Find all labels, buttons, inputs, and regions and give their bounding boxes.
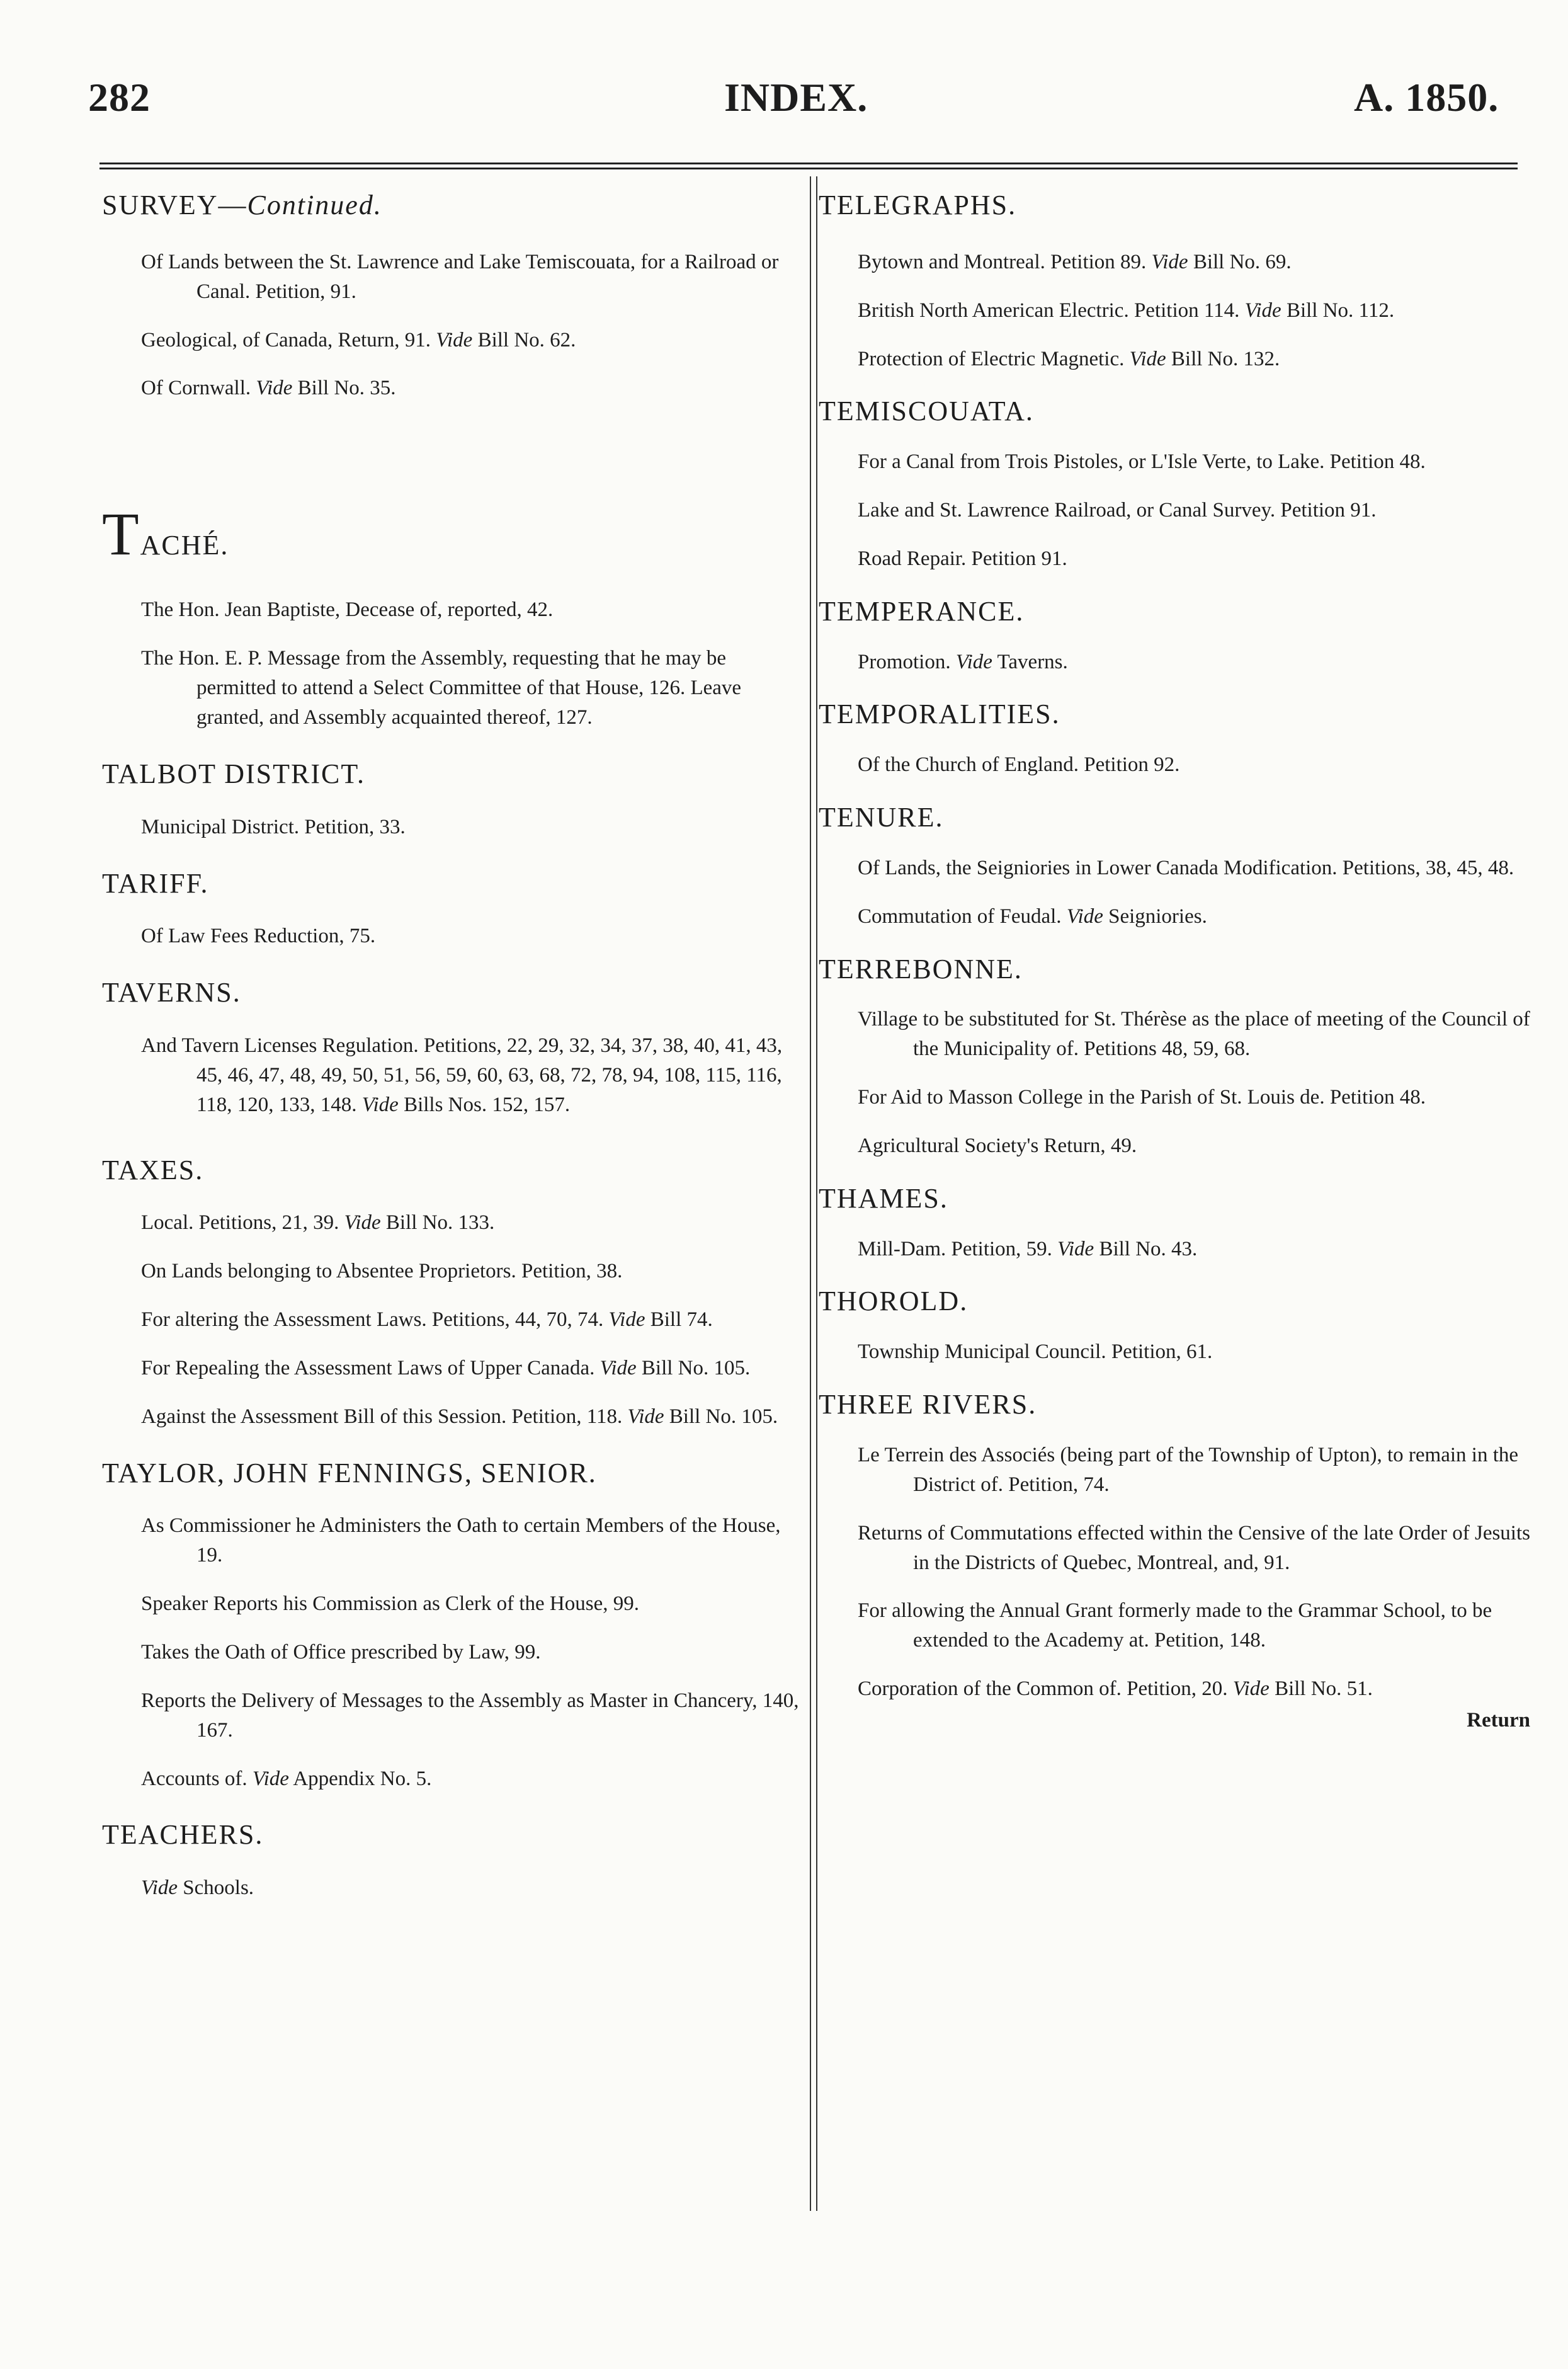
- section-heading: TEMPORALITIES.: [819, 699, 1060, 730]
- page-title: INDEX.: [724, 75, 868, 120]
- index-entry: Accounts of. Vide Appendix No. 5.: [141, 1767, 432, 1790]
- index-entry: Bytown and Montreal. Petition 89. Vide Bill No. 69.: [858, 250, 1292, 273]
- index-entry: Of the Church of England. Petition 92.: [858, 753, 1180, 777]
- section-heading: THAMES.: [819, 1182, 948, 1214]
- index-entry: Of Lands between the St. Lawrence and Lake Temiscouata, for a Railroad or Canal. Petition, 91.: [141, 250, 779, 303]
- section-heading: TARIFF.: [102, 867, 209, 899]
- index-entry: Returns of Commutations effected within the Censive of the late Order of Jesuits in the Districts of Quebec, Montreal, and, 91.: [858, 1521, 1530, 1574]
- index-entry: As Commissioner he Administers the Oath to certain Members of the House, 19.: [141, 1514, 781, 1567]
- index-entry: Road Repair. Petition 91.: [858, 547, 1067, 570]
- right-column: [819, 189, 1530, 1732]
- section-temperance: [819, 595, 1530, 677]
- index-entry: Vide Schools.: [141, 1876, 254, 1900]
- section-heading: TALBOT DISTRICT.: [102, 758, 365, 789]
- index-entry: Commutation of Feudal. Vide Seigniories.: [858, 905, 1207, 928]
- section-heading: TAYLOR, JOHN FENNINGS, SENIOR.: [102, 1457, 597, 1488]
- column-separator: [810, 176, 817, 2211]
- section-heading: TAXES.: [102, 1154, 204, 1185]
- section-heading: TELEGRAPHS.: [819, 190, 1017, 220]
- index-entry: Township Municipal Council. Petition, 61.: [858, 1340, 1213, 1364]
- section-survey: [102, 189, 801, 403]
- index-entry: Of Cornwall. Vide Bill No. 35.: [141, 377, 396, 400]
- section-thorold: [819, 1285, 1530, 1367]
- section-heading: THREE RIVERS.: [819, 1389, 1037, 1420]
- header-rule-top: [99, 163, 1518, 164]
- section-temporalities: [819, 698, 1530, 780]
- section-heading: TEMISCOUATA.: [819, 396, 1034, 427]
- index-entry: Local. Petitions, 21, 39. Vide Bill No. 133.: [141, 1211, 495, 1235]
- index-entry: Municipal District. Petition, 33.: [141, 815, 406, 838]
- index-entry: British North American Electric. Petition 114. Vide Bill No. 112.: [858, 299, 1395, 322]
- section-teachers: [102, 1818, 801, 1903]
- section-terrebonne: [819, 953, 1530, 1161]
- section-tariff: [102, 867, 801, 952]
- section-taxes: [102, 1154, 801, 1432]
- section-heading: TEACHERS.: [102, 1819, 264, 1851]
- index-entry: Of Lands, the Seigniories in Lower Canada Modification. Petitions, 38, 45, 48.: [858, 856, 1514, 879]
- header-rule-bottom: [99, 168, 1518, 169]
- index-entry: Promotion. Vide Taverns.: [858, 650, 1068, 673]
- section-heading: THOROLD.: [819, 1286, 969, 1317]
- section-taverns: [102, 976, 801, 1119]
- section-tache: [102, 498, 801, 733]
- index-entry: For Repealing the Assessment Laws of Upper Canada. Vide Bill No. 105.: [141, 1356, 751, 1379]
- index-entry: Takes the Oath of Office prescribed by Law, 99.: [141, 1641, 541, 1664]
- section-temiscouata: [819, 395, 1530, 573]
- index-entry: Lake and St. Lawrence Railroad, or Canal Survey. Petition 91.: [858, 499, 1377, 522]
- section-heading: TEMPERANCE.: [819, 595, 1025, 627]
- index-entry: The Hon. Jean Baptiste, Decease of, reported, 42.: [141, 598, 554, 622]
- index-entry: Protection of Electric Magnetic. Vide Bill No. 132.: [858, 347, 1280, 370]
- section-heading-continued: Continued.: [247, 190, 382, 220]
- left-column: [102, 189, 801, 1903]
- index-entry: For Aid to Masson College in the Parish of St. Louis de. Petition 48.: [858, 1086, 1426, 1109]
- index-entry: Against the Assessment Bill of this Session. Petition, 118. Vide Bill No. 105.: [141, 1405, 778, 1428]
- section-heading: TAVERNS.: [102, 977, 241, 1008]
- index-entry: Le Terrein des Associés (being part of the Township of Upton), to remain in the District of. Petition, 74.: [858, 1443, 1519, 1496]
- index-entry: For allowing the Annual Grant formerly made to the Grammar School, to be extended to the Academy at. Petition, 148.: [858, 1599, 1492, 1652]
- index-entry: Corporation of the Common of. Petition, 20. Vide Bill No. 51.: [858, 1677, 1373, 1701]
- index-entry: And Tavern Licenses Regulation. Petitions, 22, 29, 32, 34, 37, 38, 40, 41, 43, 45, 46, 47, 48, 49, 50, 51, 56, 59, 60, 63, 68, 72, 78, 94, 108, 115, 116, 118, 120, 133, 148. Vide Bills Nos. 152, 157.: [141, 1034, 783, 1116]
- section-heading: ACHÉ.: [140, 530, 229, 561]
- page-number: 282: [88, 75, 151, 120]
- section-heading: TENURE.: [819, 802, 944, 833]
- catchword: Return: [1467, 1708, 1530, 1732]
- index-entry: The Hon. E. P. Message from the Assembly, requesting that he may be permitted to attend a Select Committee of that House, 126. Leave granted, and Assembly acquainted thereof, 127.: [141, 647, 742, 729]
- index-entry: Speaker Reports his Commission as Clerk of the House, 99.: [141, 1592, 640, 1616]
- section-tenure: [819, 801, 1530, 932]
- section-heading: SURVEY—: [102, 190, 247, 220]
- index-entry: Mill-Dam. Petition, 59. Vide Bill No. 43.: [858, 1237, 1198, 1260]
- page-year: A. 1850.: [1354, 75, 1499, 120]
- section-thames: [819, 1182, 1530, 1264]
- index-entry: Geological, of Canada, Return, 91. Vide Bill No. 62.: [141, 328, 576, 351]
- index-entry: Village to be substituted for St. Thérèse as the place of meeting of the Council of the Municipality of. Petitions 48, 59, 68.: [858, 1008, 1530, 1061]
- index-entry: Agricultural Society's Return, 49.: [858, 1134, 1137, 1157]
- index-entry: For a Canal from Trois Pistoles, or L'Isle Verte, to Lake. Petition 48.: [858, 450, 1426, 474]
- section-heading: TERREBONNE.: [819, 953, 1023, 985]
- index-entry: For altering the Assessment Laws. Petitions, 44, 70, 74. Vide Bill 74.: [141, 1308, 713, 1332]
- section-three-rivers: [819, 1388, 1530, 1704]
- drop-initial: T: [102, 500, 140, 568]
- section-telegraphs: [819, 189, 1530, 374]
- index-entry: Reports the Delivery of Messages to the Assembly as Master in Chancery, 140, 167.: [141, 1689, 799, 1742]
- index-entry: On Lands belonging to Absentee Proprietors. Petition, 38.: [141, 1260, 623, 1283]
- section-talbot-district: [102, 758, 801, 842]
- index-entry: Of Law Fees Reduction, 75.: [141, 925, 376, 948]
- section-taylor: [102, 1457, 801, 1794]
